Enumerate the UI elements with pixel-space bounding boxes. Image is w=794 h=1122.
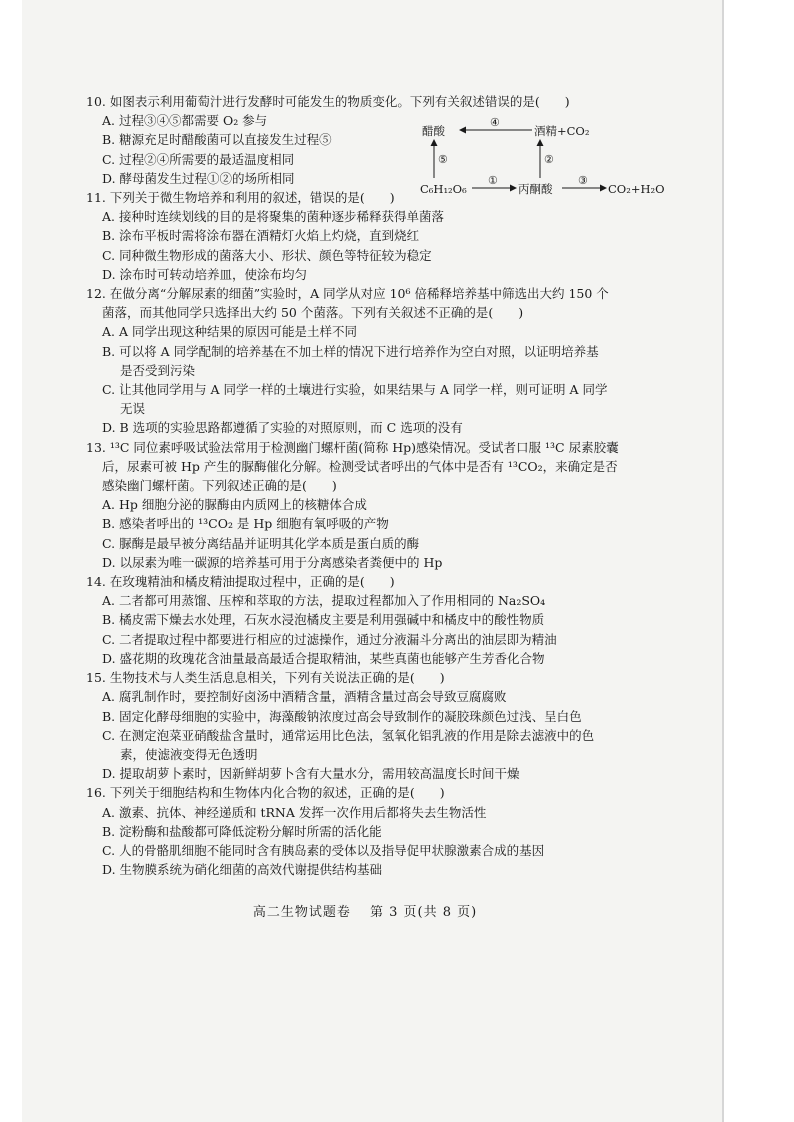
option-c: C. 让其他同学用与 A 同学一样的土壤进行实验，如果结果与 A 同学一样，则可证明 A 同学 bbox=[102, 382, 608, 398]
option-d: D. 生物膜系统为硝化细菌的高效代谢提供结构基础 bbox=[102, 862, 383, 878]
option-a: A. A 同学出现这种结果的原因可能是土样不同 bbox=[102, 324, 357, 340]
option-b: B. 橘皮需下燥去水处理，石灰水浸泡橘皮主要是利用强碱中和橘皮中的酸性物质 bbox=[102, 612, 545, 628]
step-3-label: ③ bbox=[578, 174, 588, 187]
question-stem: 15. 生物技术与人类生活息息相关，下列有关说法正确的是( ) bbox=[86, 670, 445, 686]
question-11 bbox=[86, 188, 676, 284]
option-d: D. 盛花期的玫瑰花含油量最高最适合提取精油，某些真菌也能够产生芳香化合物 bbox=[102, 650, 545, 666]
question-stem: 14. 在玫瑰精油和橘皮精油提取过程中，正确的是( ) bbox=[86, 574, 395, 590]
question-12 bbox=[86, 284, 676, 438]
option-d: D. 涂布时可转动培养皿，使涂布均匀 bbox=[102, 266, 308, 282]
option-b-cont: 是否受到污染 bbox=[120, 362, 196, 378]
option-b: B. 糖源充足时醋酸菌可以直接发生过程⑤ bbox=[102, 132, 332, 148]
question-13 bbox=[86, 438, 676, 572]
option-c: C. 二者提取过程中都要进行相应的过滤操作，通过分液漏斗分离出的油层即为精油 bbox=[102, 631, 557, 647]
fermentation-diagram bbox=[420, 116, 665, 196]
option-b: B. 固定化酵母细胞的实验中，海藻酸钠浓度过高会导致制作的凝胶珠颜色过浅、呈白色 bbox=[102, 708, 582, 724]
option-a: A. 接种时连续划线的目的是将聚集的菌种逐步稀释获得单菌落 bbox=[102, 209, 444, 225]
exam-title: 高二生物试题卷 bbox=[252, 905, 351, 920]
option-b: B. 感染者呼出的 ¹³CO₂ 是 Hp 细胞有氧呼吸的产物 bbox=[102, 516, 389, 532]
option-c: C. 人的骨骼肌细胞不能同时含有胰岛素的受体以及指导促甲状腺激素合成的基因 bbox=[102, 842, 545, 858]
page-edge bbox=[722, 0, 724, 1122]
node-glucose: C₆H₁₂O₆ bbox=[420, 182, 467, 196]
option-b: B. 涂布平板时需将涂布器在酒精灯火焰上灼烧，直到烧红 bbox=[102, 228, 420, 244]
question-stem: 11. 下列关于微生物培养和利用的叙述，错误的是( ) bbox=[86, 190, 395, 206]
option-c: C. 过程②④所需要的最适温度相同 bbox=[102, 151, 295, 167]
option-c: C. 在测定泡菜亚硝酸盐含量时，通常运用比色法，氢氧化铝乳液的作用是除去滤液中的色 bbox=[102, 727, 595, 743]
option-d: D. 酵母菌发生过程①②的场所相同 bbox=[102, 170, 295, 186]
step-4-label: ④ bbox=[490, 116, 500, 129]
page-footer bbox=[230, 901, 500, 920]
question-stem: 10. 如图表示利用葡萄汁进行发酵时可能发生的物质变化。下列有关叙述错误的是( ) bbox=[86, 94, 570, 109]
node-alcohol: 酒精+CO₂ bbox=[534, 124, 590, 138]
question-stem: 13. ¹³C 同位素呼吸试验法常用于检测幽门螺杆菌(简称 Hp)感染情况。受试者口服 ¹³C 尿素胶囊 bbox=[86, 439, 619, 455]
question-stem-cont-2: 感染幽门螺杆菌。下列叙述正确的是( ) bbox=[102, 478, 337, 494]
option-a: A. 腐乳制作时，要控制好卤汤中酒精含量，酒精含量过高会导致豆腐腐败 bbox=[102, 689, 507, 705]
option-c-cont: 素，使滤液变得无色透明 bbox=[120, 746, 258, 762]
question-stem: 16. 下列关于细胞结构和生物体内化合物的叙述，正确的是( ) bbox=[86, 785, 445, 801]
question-16 bbox=[86, 783, 676, 879]
question-stem-cont: 后，尿素可被 Hp 产生的脲酶催化分解。检测受试者呼出的气体中是否有 ¹³CO₂，来确定是否 bbox=[102, 458, 618, 474]
option-a: A. 激素、抗体、神经递质和 tRNA 发挥一次作用后都将失去生物活性 bbox=[102, 804, 487, 820]
question-stem: 12. 在做分离“分解尿素的细菌”实验时，A 同学从对应 10⁶ 倍稀释培养基中筛选出大约 150 个 bbox=[86, 286, 609, 302]
question-10 bbox=[86, 92, 676, 196]
option-c: C. 脲酶是最早被分离结晶并证明其化学本质是蛋白质的酶 bbox=[102, 535, 420, 551]
option-a: A. 二者都可用蒸馏、压榨和萃取的方法，提取过程都加入了作用相同的 Na₂SO₄ bbox=[102, 593, 546, 609]
step-5-label: ⑤ bbox=[438, 153, 448, 166]
node-products: CO₂+H₂O bbox=[608, 182, 665, 196]
option-d: D. 提取胡萝卜素时，因新鲜胡萝卜含有大量水分，需用较高温度长时间干燥 bbox=[102, 766, 520, 782]
option-d: D. B 选项的实验思路都遵循了实验的对照原则，而 C 选项的没有 bbox=[102, 420, 463, 436]
question-list bbox=[86, 92, 676, 879]
option-d: D. 以尿素为唯一碳源的培养基可用于分离感染者粪便中的 Hp bbox=[102, 554, 443, 570]
node-pyruvate: 丙酮酸 bbox=[518, 182, 553, 196]
option-a: A. 过程③④⑤都需要 O₂ 参与 bbox=[102, 113, 268, 129]
page-number: 第 3 页(共 8 页) bbox=[369, 905, 478, 920]
step-2-label: ② bbox=[544, 153, 554, 166]
option-b: B. 淀粉酶和盐酸都可降低淀粉分解时所需的活化能 bbox=[102, 823, 382, 839]
node-vinegar: 醋酸 bbox=[422, 124, 445, 138]
question-stem-cont: 菌落，而其他同学只选择出大约 50 个菌落。下列有关叙述不正确的是( ) bbox=[102, 305, 524, 321]
question-14 bbox=[86, 572, 676, 668]
option-c: C. 同种微生物形成的菌落大小、形状、颜色等特征较为稳定 bbox=[102, 247, 432, 263]
option-a: A. Hp 细胞分泌的脲酶由内质网上的核糖体合成 bbox=[102, 497, 367, 513]
step-1-label: ① bbox=[488, 174, 498, 187]
option-b: B. 可以将 A 同学配制的培养基在不加土样的情况下进行培养作为空白对照，以证明培养基 bbox=[102, 343, 599, 359]
option-c-cont: 无误 bbox=[120, 401, 146, 417]
question-15 bbox=[86, 668, 676, 783]
